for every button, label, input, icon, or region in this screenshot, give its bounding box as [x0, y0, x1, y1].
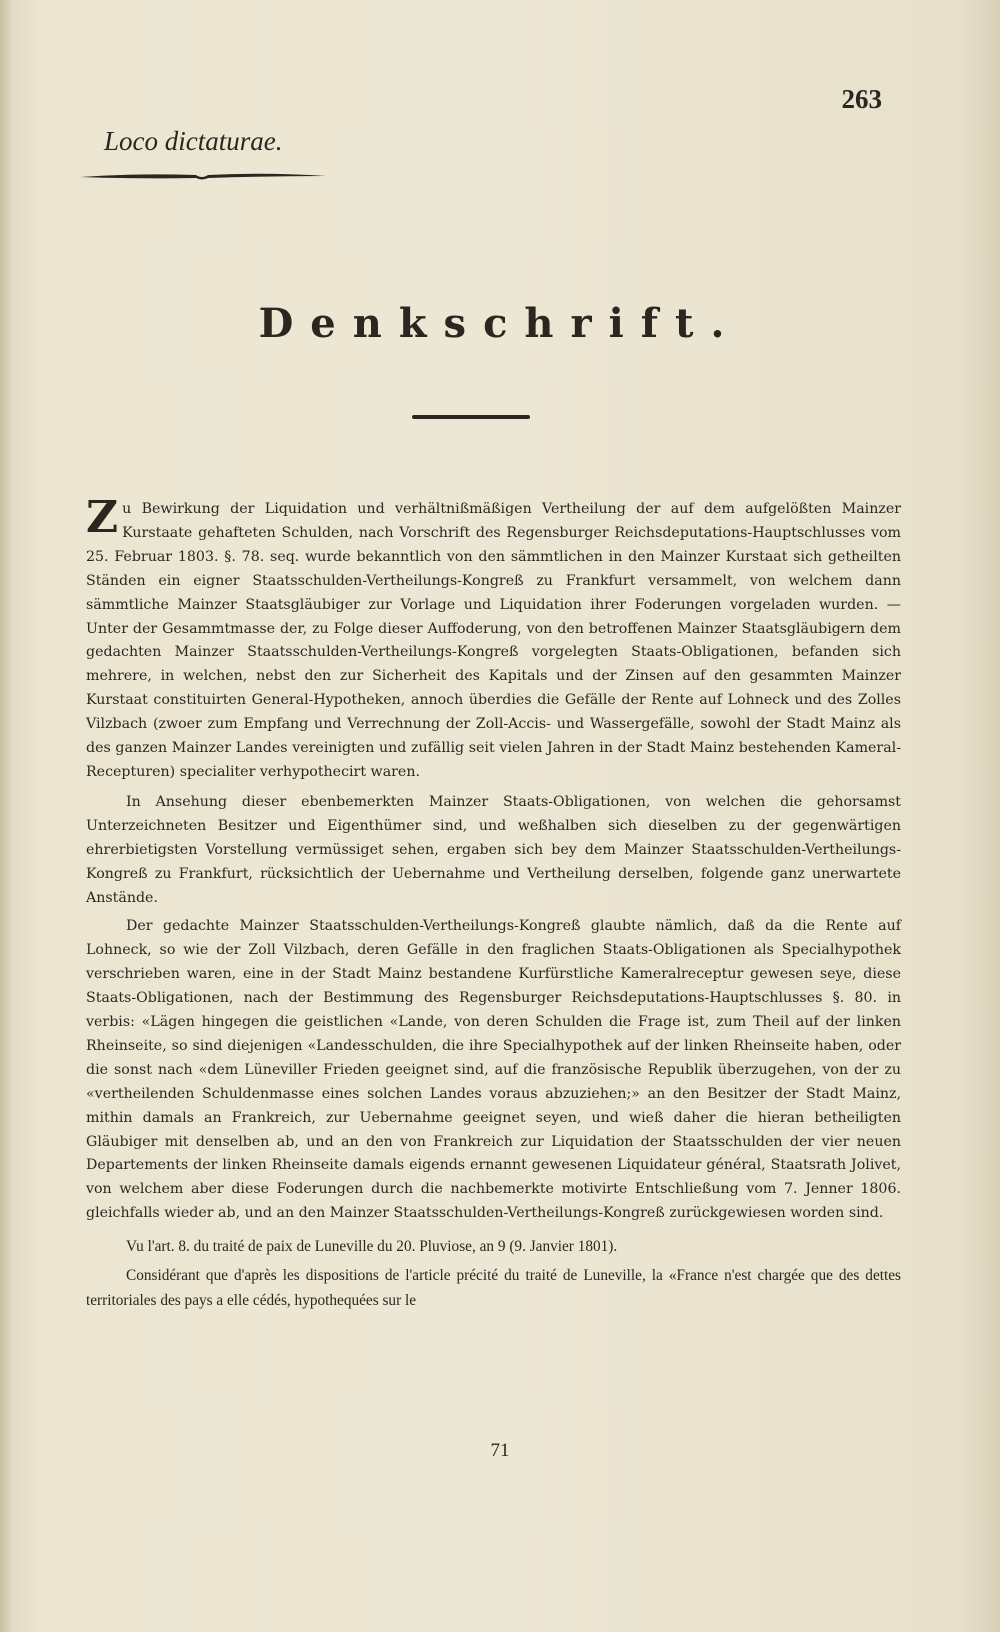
heading-note: Loco dictaturae.: [104, 126, 283, 156]
paragraph-2: In Ansehung dieser ebenbemerkten Mainzer Staats-Obligationen, von welchen die gehorsamst Unterzeichneten Besitzer und Eigenthümer sind, und weßhalben sich dieselben zu der gegenwärtigen ehrerbietigsten Vorstellung vermüssiget sehen, ergaben sich bey dem Mainzer Staatsschulden-Vertheilungs-Kongreß zu Frankfurt, rücksichtlich der Uebernahme und Vertheilung derselben, folgende ganz unerwartete Anstände.: [86, 793, 901, 906]
paragraph-1-text: u Bewirkung der Liquidation und verhältnißmäßigen Vertheilung der auf dem aufgelößten Mainzer Kurstaate gehafteten Schulden, nach Vorschrift des Regensburger Reichsdeputations-Hauptschlusses vom 25. Februar 1803. §. 78. seq. wurde bekanntlich von den sämmtlichen in den Mainzer Kurstaat sich getheilten Ständen ein eigner Staatsschulden-Vertheilungs-Kongreß zu Frankfurt versammelt, von welchem dann sämmtliche Mainzer Staatsgläubiger zur Vorlage und Liquidation ihrer Foderungen vorgeladen wurden. — Unter der Gesammtmasse der, zu Folge dieser Auffoderung, von den betroffenen Mainzer Staatsgläubigern dem gedachten Mainzer Staatsschulden-Vertheilungs-Kongreß vorgelegten Staats-Obligationen, befanden sich mehrere, in welchen, nebst den zur Sicherheit des Kapitals und der Zinsen auf den gesammten Mainzer Kurstaat constituirten General-Hypotheken, annoch überdies die Gefälle der Rente auf Lohneck und des Zolles Vilzbach (zwoer zum Empfang und Verrechnung der Zoll-Accis- und Wassergefälle, sowohl der Stadt Mainz als des ganzen Mainzer Landes vereinigten und zufällig seit vielen Jahren in der Stadt Mainz bestehenden Kameral-Recepturen) specialiter verhypothecirt waren.: [86, 501, 901, 780]
ornamental-swash: [78, 170, 328, 182]
paragraph-1: [86, 492, 901, 785]
paragraph-3: Der gedachte Mainzer Staatsschulden-Vertheilungs-Kongreß glaubte nämlich, daß da die Rente auf Lohneck, so wie der Zoll Vilzbach, deren Gefälle in den fraglichen Staats-Obligationen als Specialhypothek verschrieben waren, eine in der Stadt Mainz bestandene Kurfürstliche Kameralreceptur gewesen seye, diese Staats-Obligationen, nach der Bestimmung des Regensburger Reichsdeputations-Hauptschlusses §. 80. in verbis: «Lägen hingegen die geistlichen «Lande, von deren Schulden die Frage ist, zum Theil auf der linken Rheinseite, so sind diejenigen «Landesschulden, die ihre Specialhypothek auf der linken Rheinseite haben, oder die sonst nach «dem Lüneviller Frieden geeignet sind, auf die französische Republik überzugehen, von der zu «vertheilenden Schuldenmasse eines solchen Landes voraus abzuziehen;» an den Besitzer der Stadt Mainz, mithin damals an Frankreich, zur Uebernahme geeignet seyen, und wieß daher die hieran betheiligten Gläubiger mit denselben ab, und an den von Frankreich zur Liquidation der Staatsschulden der vier neuen Departements der linken Rheinseite damals eigends ernannt gewesenen Liquidateur général, Staatsrath Jolivet, von welchem aber diese Foderungen durch die nachbemerkte motivirte Entschließung vom 7. Jenner 1806. gleichfalls wieder ab, und an den Mainzer Staatsschulden-Vertheilungs-Kongreß zurückgewiesen worden sind.: [86, 918, 901, 1222]
drop-cap: Z: [86, 492, 119, 543]
page-number: 263: [841, 84, 882, 114]
signature-mark: 71: [490, 1440, 510, 1461]
page-gutter-shadow: [0, 0, 12, 1632]
body-text: [86, 492, 901, 1313]
french-quote-2: Considérant que d'après les dispositions de l'article précité du traité de Luneville, la «France n'est chargée que des dettes territoriales des pays a elle cédés, hypothequées sur le: [86, 1267, 901, 1310]
french-quote-1: Vu l'art. 8. du traité de paix de Luneville du 20. Pluviose, an 9 (9. Janvier 1801).: [126, 1238, 618, 1256]
title-rule: [412, 415, 530, 419]
document-title: Denkschrift.: [258, 300, 742, 347]
